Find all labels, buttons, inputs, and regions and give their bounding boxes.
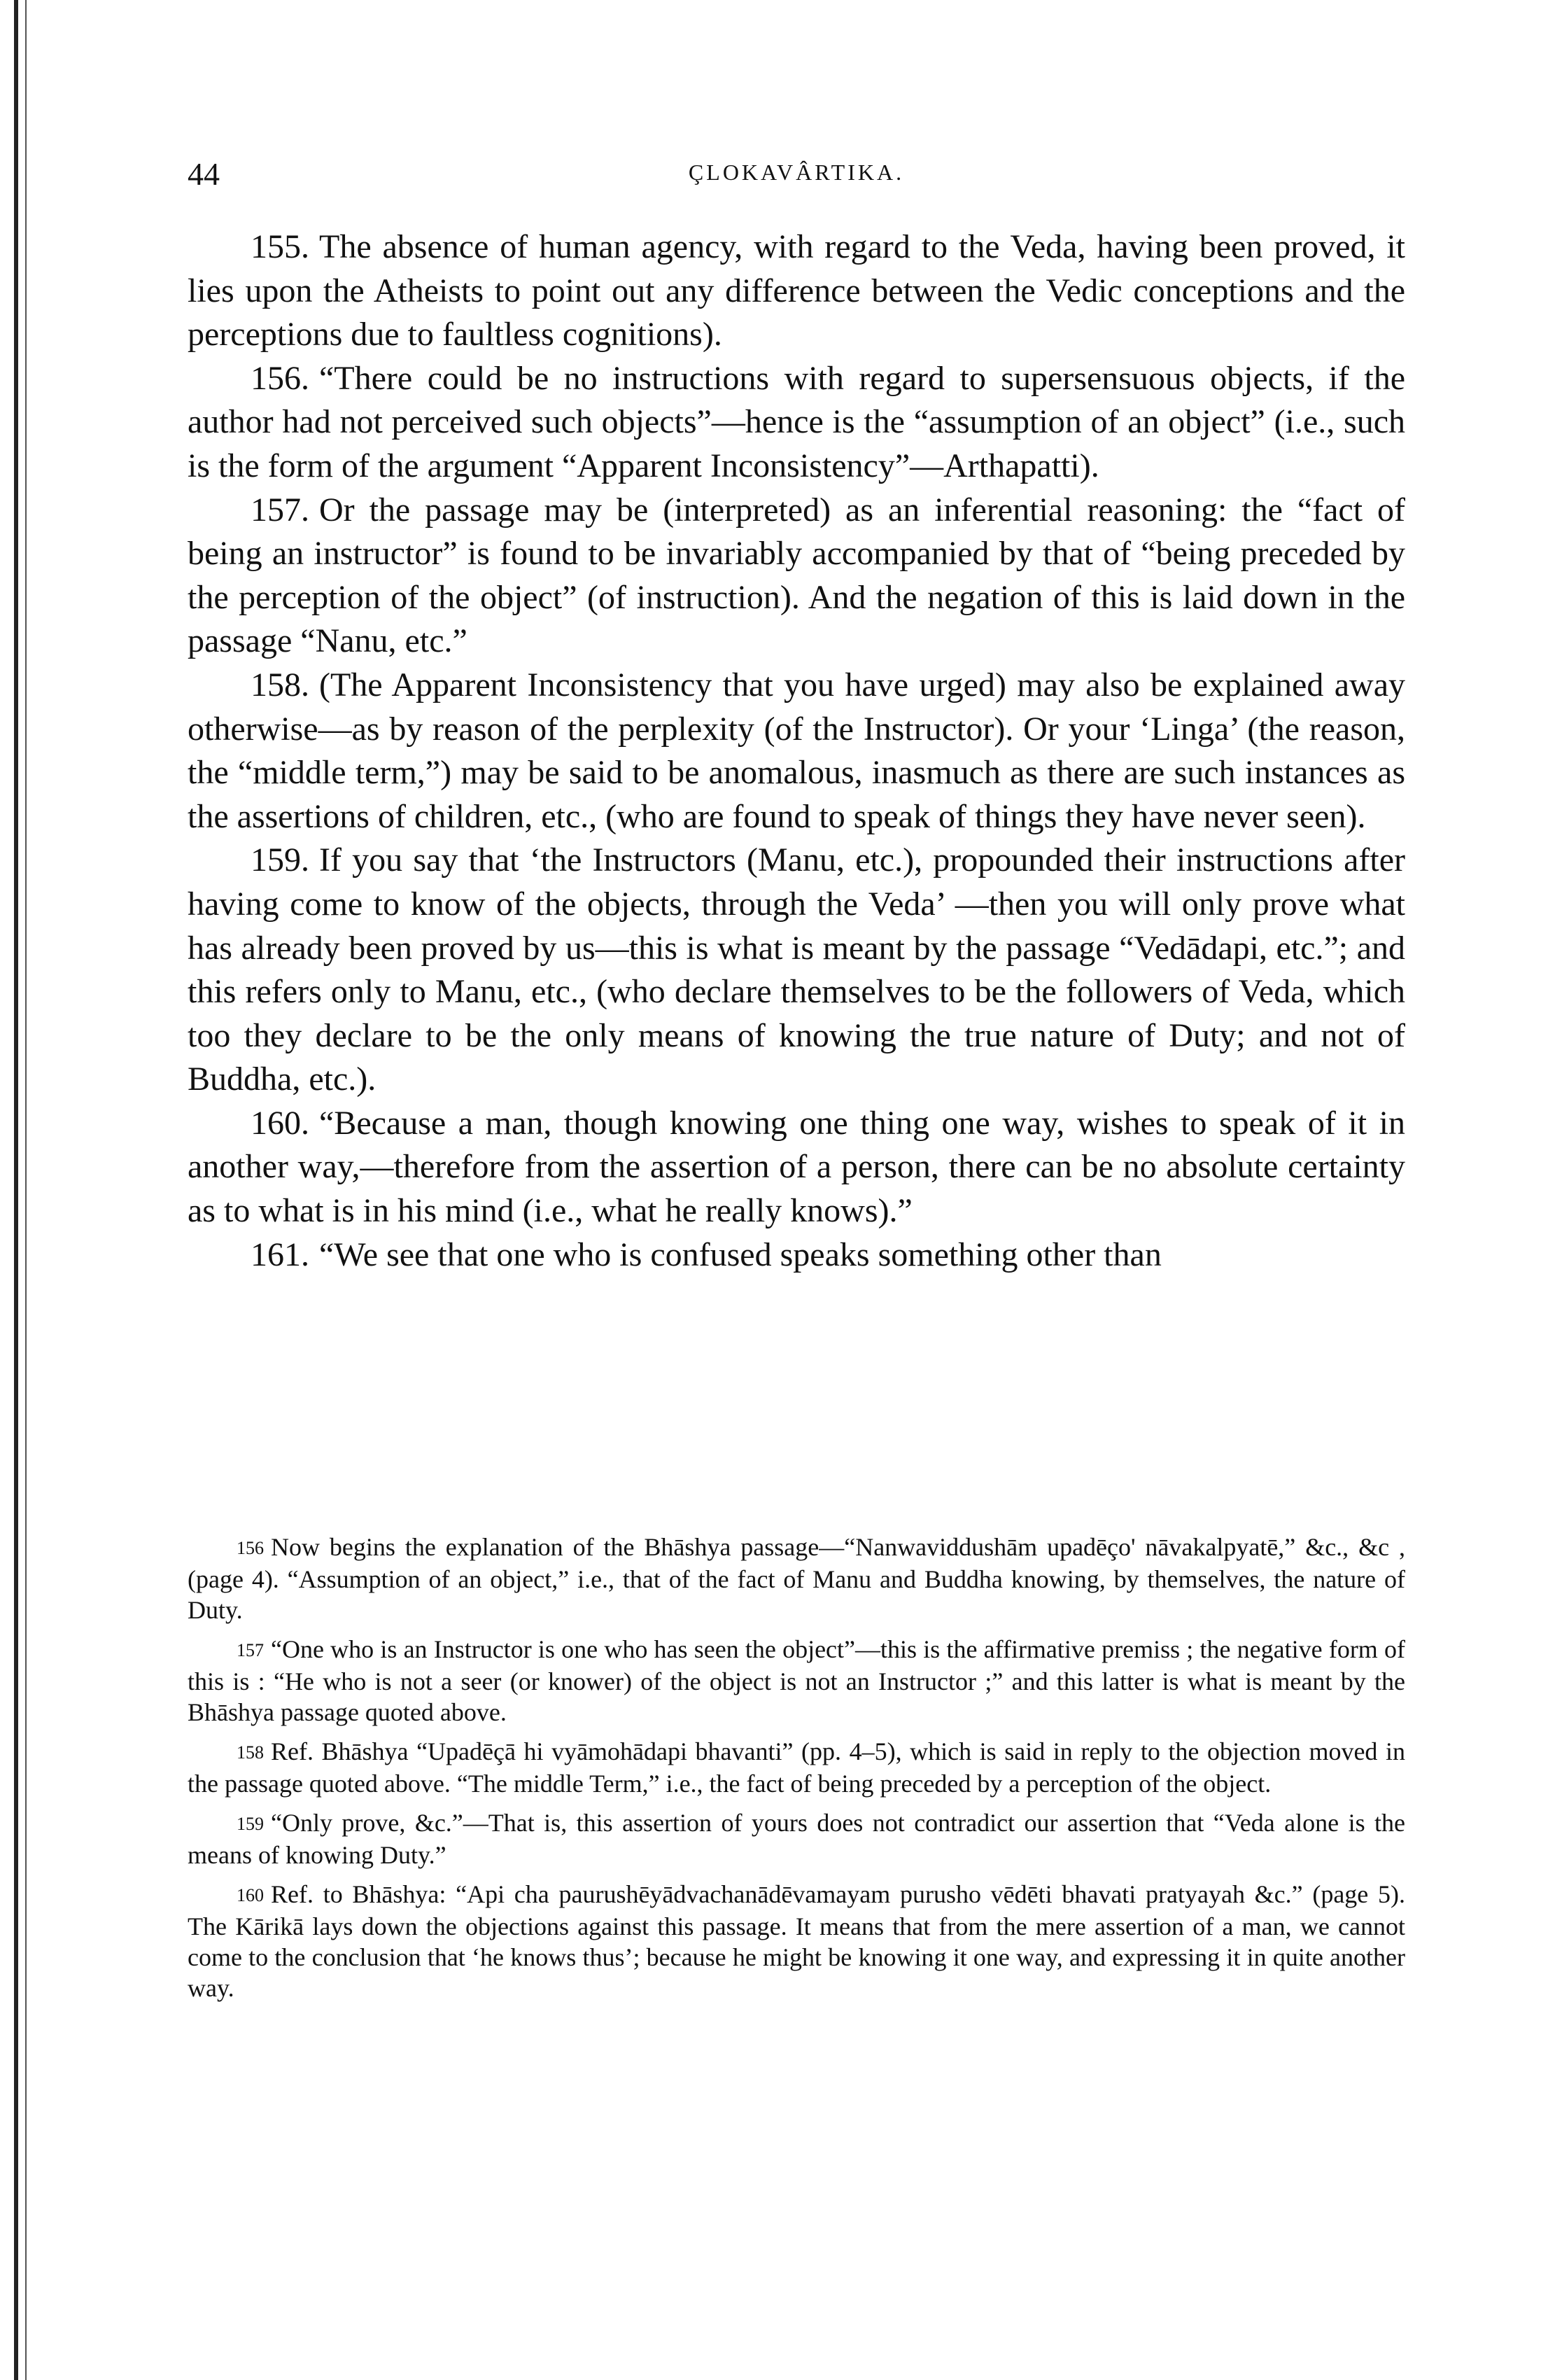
paragraph-155 bbox=[188, 225, 1405, 357]
paragraph-number: 160. bbox=[251, 1104, 309, 1142]
paragraph-text: “There could be no instructions with regard to supersensuous objects, if the author had not perceived such objects”—hence is the “assumption of an object” (i.e., such is the form of the argument “Apparent Inconsistency”—Arthapatti). bbox=[188, 359, 1405, 484]
paragraph-number: 157. bbox=[251, 491, 309, 528]
paragraph-number: 158. bbox=[251, 666, 309, 704]
scan-edge-line bbox=[25, 0, 27, 2380]
scan-edge bbox=[14, 0, 18, 2380]
paragraph-text: (The Apparent Inconsistency that you have urged) may also be explained away otherwise—as by reason of the perplexity (of the Instructor). Or your ‘Linga’ (the reason, the “middle term,”) may be said to be anomalous, inasmuch as there are such instances as the assertions of children, etc., (who are found to speak of things they have never seen). bbox=[188, 666, 1405, 835]
paragraph-156 bbox=[188, 357, 1405, 489]
main-text bbox=[188, 225, 1405, 1277]
paragraph-157 bbox=[188, 489, 1405, 664]
footnote-number: 156 bbox=[237, 1538, 264, 1558]
paragraph-number: 156. bbox=[251, 359, 309, 397]
footnote-text: Ref. Bhāshya “Upadēçā hi vyāmohādapi bhavanti” (pp. 4–5), which is said in reply to the objection moved in the passage quoted above. “The middle Term,” i.e., the fact of being preceded by a perception of the object. bbox=[188, 1737, 1405, 1798]
page-header bbox=[188, 155, 1405, 197]
footnote-text: “One who is an Instructor is one who has seen the object”—this is the affirmative premiss ; the negative form of this is : “He who is not a seer (or knower) of the object is not an Instructor ;” and this latter is what is meant by the Bhāshya passage quoted above. bbox=[188, 1635, 1405, 1726]
footnote-text: “Only prove, &c.”—That is, this assertion of yours does not contradict our assertion that “Veda alone is the means of knowing Duty.” bbox=[188, 1809, 1405, 1869]
footnote-160 bbox=[188, 1879, 1405, 2003]
footnote-number: 159 bbox=[237, 1814, 264, 1834]
paragraph-number: 155. bbox=[251, 228, 309, 265]
paragraph-158 bbox=[188, 664, 1405, 839]
running-title: ÇLOKAVÂRTIKA. bbox=[688, 160, 905, 185]
paragraph-text: If you say that ‘the Instructors (Manu, etc.), propounded their instructions after having come to know of the objects, through the Veda’ —then you will only prove what has already been proved by us—this is what is meant by the passage “Vedādapi, etc.”; and this refers only to Manu, etc., (who declare themselves to be the followers of Veda, which too they declare to be the only means of knowing the true nature of Duty; and not of Buddha, etc.). bbox=[188, 841, 1405, 1098]
footnote-number: 158 bbox=[237, 1742, 264, 1763]
footnote-number: 157 bbox=[237, 1640, 264, 1660]
paragraph-text: “We see that one who is confused speaks something other than bbox=[319, 1236, 1162, 1273]
footnote-158 bbox=[188, 1736, 1405, 1799]
page-number: 44 bbox=[188, 156, 220, 192]
footnote-157 bbox=[188, 1634, 1405, 1728]
paragraph-161 bbox=[188, 1233, 1405, 1278]
paragraph-number: 161. bbox=[251, 1236, 309, 1273]
footnote-159 bbox=[188, 1807, 1405, 1870]
paragraph-159 bbox=[188, 839, 1405, 1102]
paragraph-text: Or the passage may be (interpreted) as an inferential reasoning: the “fact of being an instructor” is found to be invariably accompanied by that of “being preceded by the perception of the object” (of instruction). And the negation of this is laid down in the passage “Nanu, etc.” bbox=[188, 491, 1405, 660]
footnote-text: Ref. to Bhāshya: “Api cha paurushēyādvachanādēvamayam purusho vēdēti bhavati pratyayah &c.” (page 5). The Kārikā lays down the objections against this passage. It means that from the mere assertion of a man, we cannot come to the conclusion that ‘he knows thus’; because he might be knowing it one way, and expressing it in quite another way. bbox=[188, 1880, 1405, 2002]
footnotes bbox=[188, 1532, 1405, 2012]
footnote-number: 160 bbox=[237, 1885, 264, 1905]
footnote-text: Now begins the explanation of the Bhāshya passage—“Nanwaviddushām upadēço' nāvakalpyatē,” &c., &c , (page 4). “Assumption of an object,” i.e., that of the fact of Manu and Buddha knowing, by themselves, the nature of Duty. bbox=[188, 1533, 1405, 1624]
paragraph-160 bbox=[188, 1102, 1405, 1233]
paragraph-text: The absence of human agency, with regard to the Veda, having been proved, it lies upon the Atheists to point out any difference between the Vedic conceptions and the perceptions due to faultless cognitions). bbox=[188, 228, 1405, 354]
paragraph-number: 159. bbox=[251, 841, 309, 879]
paragraph-text: “Because a man, though knowing one thing one way, wishes to speak of it in another way,—therefore from the assertion of a person, there can be no absolute certainty as to what is in his mind (i.e., what he really knows).” bbox=[188, 1104, 1405, 1230]
footnote-156 bbox=[188, 1532, 1405, 1625]
